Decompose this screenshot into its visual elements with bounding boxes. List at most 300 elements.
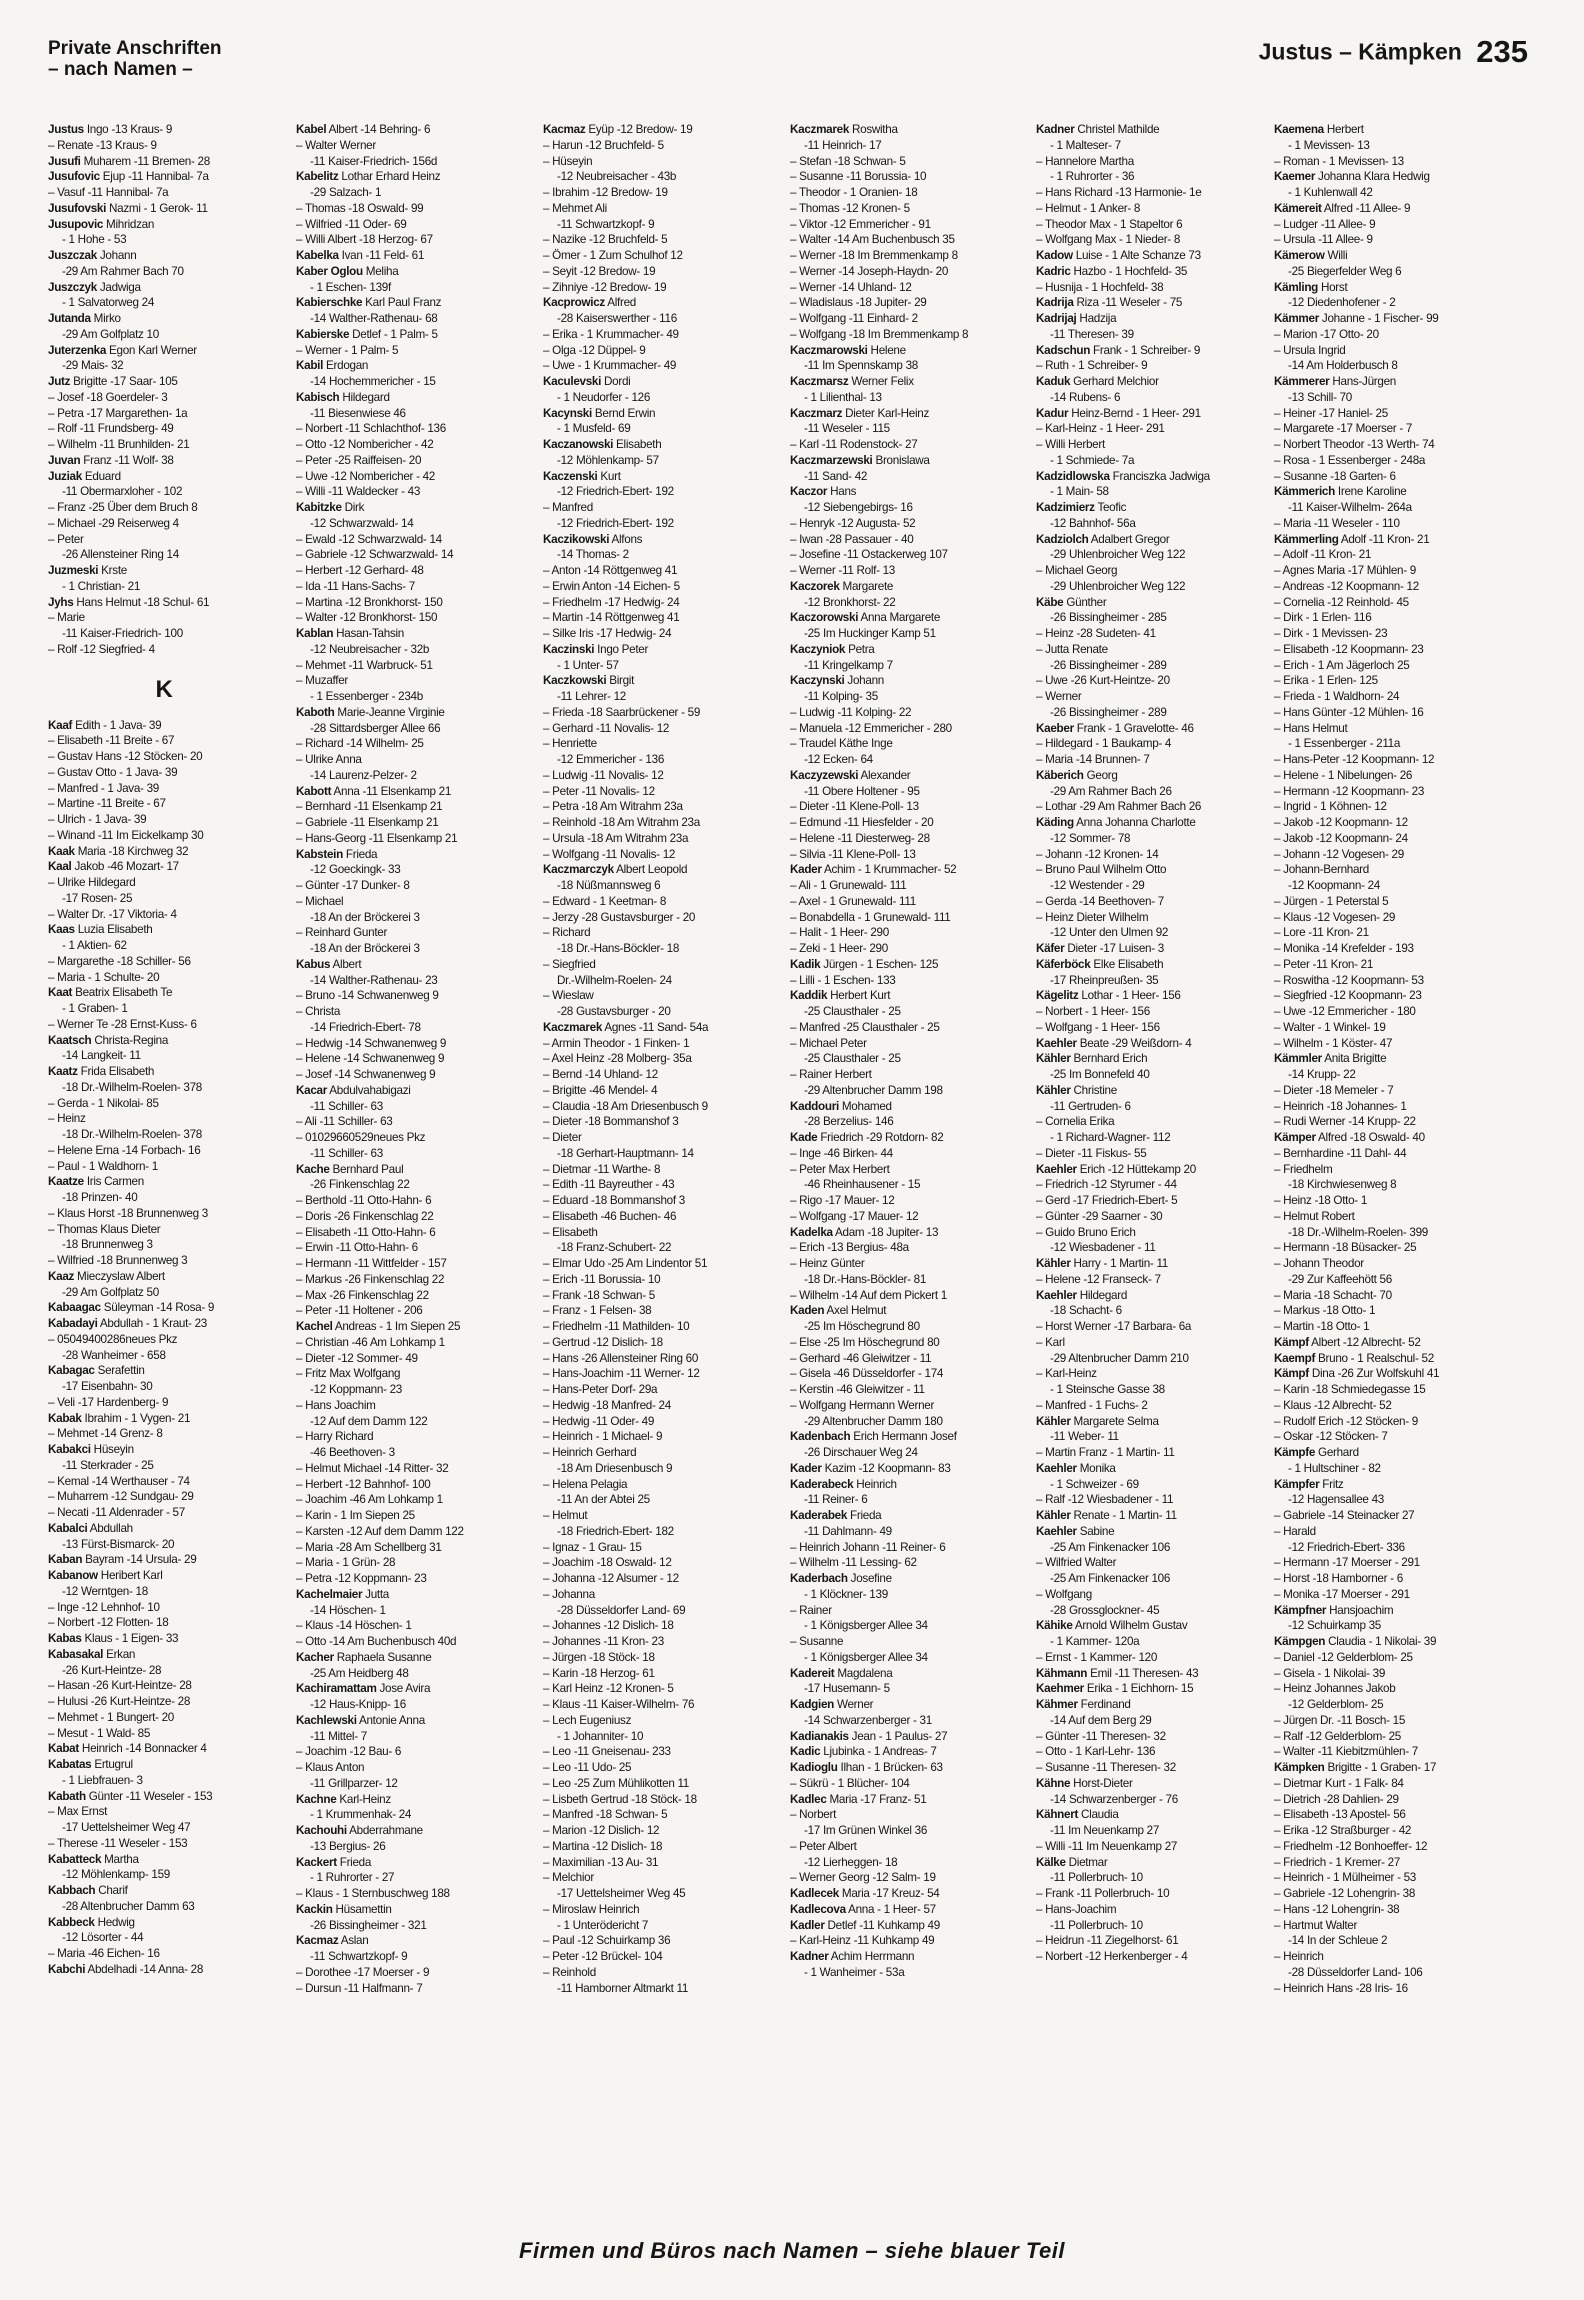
address-line: -29 Uhlenbroicher Weg 122 (1050, 548, 1186, 562)
directory-entry (790, 1792, 1022, 1808)
entry-details: Irene Karoline (1334, 485, 1407, 499)
surname: Jyhs (48, 595, 74, 609)
surname: Kadrijaj (1036, 312, 1077, 325)
directory-subentry: – Bruno -14 Schwanenweg 9 (296, 988, 528, 1004)
surname: Kabstein (296, 847, 343, 861)
entry-details: Nazmi - 1 Gerok- 11 (106, 201, 208, 215)
address-line: -11 Kaiser-Friedrich- 156d (310, 154, 438, 168)
directory-entry (48, 563, 280, 579)
surname: Käding (1036, 816, 1074, 829)
directory-subentry: – Uwe - 1 Krummacher- 49 (543, 358, 775, 374)
surname: Kadioglu (790, 1761, 838, 1774)
address-line: - 1 Schweizer - 69 (1050, 1477, 1139, 1491)
directory-entry (790, 1744, 1022, 1760)
address-line: -12 Auf dem Damm 122 (310, 1414, 428, 1428)
address-line: -26 Bissingheimer - 289 (1050, 705, 1167, 719)
address-line: -12 Sommer- 78 (1050, 831, 1131, 845)
directory-subentry: – Ruth - 1 Schreiber- 9 (1036, 358, 1268, 374)
surname: Kacynski (543, 406, 592, 420)
entry-details: Kazim -12 Koopmann- 83 (821, 1461, 951, 1475)
surname: Kaatz (48, 1065, 78, 1078)
address-line: -17 Im Grünen Winkel 36 (804, 1824, 928, 1837)
entry-details: Frida Elisabeth (77, 1065, 155, 1078)
directory-subentry: – Maria -11 Weseler - 110 (1274, 516, 1506, 532)
directory-subentry: – Melchior (543, 1870, 775, 1886)
surname: Käberich (1036, 768, 1084, 782)
directory-subentry: – Mehmet - 1 Bungert- 20 (48, 1710, 280, 1726)
address-line: - 1 Klöckner- 139 (804, 1587, 888, 1601)
directory-entry (1036, 1036, 1268, 1052)
directory-subentry: – Edward - 1 Keetman- 8 (543, 894, 775, 910)
entry-details: Hüseyin (90, 1443, 134, 1456)
directory-entry (48, 169, 280, 185)
directory-subentry: – Richard (543, 925, 775, 941)
directory-subentry: – Christian -46 Am Lohkamp 1 (296, 1335, 528, 1351)
entry-details: Christa-Regina (91, 1033, 169, 1047)
surname: Kacar (296, 1083, 327, 1097)
surname: Kämmerling (1274, 532, 1339, 546)
directory-entry (48, 1411, 280, 1427)
surname: Kaczinski (543, 642, 595, 656)
address-line: -11 Schiller- 63 (310, 1099, 383, 1113)
address-line: - 1 Malteser- 7 (1050, 138, 1121, 152)
surname: Kähler (1036, 1083, 1071, 1097)
directory-subentry: – Ludger -11 Allee- 9 (1274, 217, 1506, 233)
directory-subentry: – Berthold -11 Otto-Hahn- 6 (296, 1193, 528, 1209)
directory-entry (1274, 1445, 1506, 1461)
entry-details: Achim Herrmann (828, 1950, 915, 1963)
entry-details: Adam -18 Jupiter- 13 (832, 1225, 939, 1239)
address-line: -14 Hochemmericher - 15 (310, 375, 436, 388)
directory-entry (1036, 1256, 1268, 1272)
directory-subentry: – Nazike -12 Bruchfeld- 5 (543, 232, 775, 248)
entry-details: Ingo -13 Kraus- 9 (83, 123, 173, 136)
surname: Jusufovski (48, 201, 107, 215)
directory-subentry: – Theodor - 1 Oranien- 18 (790, 185, 1022, 201)
directory-subentry: – 01029660529neues Pkz (296, 1130, 528, 1146)
directory-subentry: – Rainer Herbert (790, 1067, 1022, 1083)
entry-details: Alexander (858, 768, 911, 782)
directory-entry (1036, 264, 1268, 280)
directory-subentry: – Heinrich - 1 Mülheimer - 53 (1274, 1870, 1506, 1886)
directory-entry (790, 1429, 1022, 1445)
entry-details: Johann (844, 674, 884, 688)
entry-details: Mihridzan (103, 217, 155, 231)
directory-subentry: – Wilfried -18 Brunnenweg 3 (48, 1253, 280, 1269)
surname: Käfer (1036, 942, 1065, 955)
directory-subentry: – Wilhelm - 1 Köster- 47 (1274, 1036, 1506, 1052)
surname: Kaczorek (790, 579, 840, 593)
address-line: - 1 Unterödericht 7 (557, 1918, 649, 1932)
address-line: -28 Gustavsburger - 20 (557, 1005, 671, 1018)
directory-subentry: – Elisabeth -11 Breite - 67 (48, 733, 280, 749)
directory-subentry: – Hans-Peter Dorf- 29a (543, 1382, 775, 1398)
directory-entry (296, 847, 528, 863)
entry-details: Teofic (1094, 501, 1127, 514)
address-line: -12 Siebengebirgs- 16 (804, 501, 913, 514)
address-line: - 1 Hohe - 53 (62, 233, 127, 247)
surname: Kaczanowski (543, 438, 614, 451)
directory-entry (790, 484, 1022, 500)
address-line: -18 Nüßmannsweg 6 (557, 879, 661, 892)
directory-entry (1036, 122, 1268, 138)
address-line: - 1 Liebfrauen- 3 (62, 1773, 143, 1787)
directory-entry (543, 437, 775, 453)
directory-subentry: – Else -25 Im Höschegrund 80 (790, 1335, 1022, 1351)
directory-subentry: – Lisbeth Gertrud -18 Stöck- 18 (543, 1792, 775, 1808)
directory-subentry: – Klaus -14 Höschen- 1 (296, 1618, 528, 1634)
directory-subentry: – Hans Günter -12 Mühlen- 16 (1274, 705, 1506, 721)
directory-entry (296, 1650, 528, 1666)
surname: Kabbach (48, 1884, 96, 1897)
directory-subentry: – Hulusi -26 Kurt-Heintze- 28 (48, 1694, 280, 1710)
entry-details: Abdullah - 1 Kraut- 23 (97, 1317, 207, 1330)
directory-subentry: – Kerstin -46 Gleiwitzer - 11 (790, 1382, 1022, 1398)
address-line: -17 Rheinpreußen- 35 (1050, 973, 1159, 987)
entry-details: Alfred -11 Allee- 9 (1321, 201, 1411, 215)
entry-details: Frank - 1 Gravelotte- 46 (1073, 721, 1194, 735)
directory-subentry: – Zeki - 1 Heer- 290 (790, 941, 1022, 957)
entry-details: Mieczyslaw Albert (74, 1269, 165, 1283)
directory-subentry: – Paul - 1 Waldhorn- 1 (48, 1159, 280, 1175)
directory-subentry: – Martin -14 Röttgenweg 41 (543, 610, 775, 626)
address-line: -14 Laurenz-Pelzer- 2 (310, 768, 417, 782)
address-line: -11 Mittel- 7 (310, 1729, 367, 1743)
entry-details: Werner (834, 1698, 874, 1711)
directory-subentry: – Fritz Max Wolfgang (296, 1366, 528, 1382)
address-line: -29 Uhlenbroicher Weg 122 (1050, 579, 1186, 593)
address-line: -25 Am Finkenacker 106 (1050, 1540, 1171, 1554)
directory-subentry: – Werner -14 Joseph-Haydn- 20 (790, 264, 1022, 280)
directory-entry (48, 217, 280, 233)
entry-details: Anna -11 Elsenkamp 21 (331, 784, 452, 798)
entry-details: Marie-Jeanne Virginie (334, 705, 445, 719)
address-line: -25 Im Huckinger Kamp 51 (804, 627, 936, 640)
directory-entry (790, 1130, 1022, 1146)
entry-details: Frank - 1 Schreiber- 9 (1090, 343, 1201, 357)
directory-subentry: – Maria -46 Eichen- 16 (48, 1946, 280, 1962)
entry-details: Achim - 1 Krummacher- 52 (821, 863, 957, 877)
directory-subentry: – Werner -18 Im Bremmenkamp 8 (790, 248, 1022, 264)
entry-details: Horst-Dieter (1070, 1776, 1133, 1790)
directory-entry (1036, 768, 1268, 784)
surname: Kaak (48, 844, 75, 858)
directory-subentry: – Monika -17 Moerser - 291 (1274, 1587, 1506, 1603)
directory-subentry: – Muharrem -12 Sundgau- 29 (48, 1489, 280, 1505)
surname: Kaaz (48, 1269, 75, 1283)
entry-details: Jürgen - 1 Eschen- 125 (820, 957, 939, 971)
entry-details: Roswitha (849, 123, 898, 136)
directory-subentry: – Ibrahim -12 Bredow- 19 (543, 185, 775, 201)
directory-subentry: – Viktor -12 Emmericher - 91 (790, 217, 1022, 233)
entry-details: Jutta (362, 1587, 390, 1601)
address-line: -25 Am Heidberg 48 (310, 1666, 409, 1680)
surname: Kaemena (1274, 123, 1324, 136)
directory-subentry: – Hermann -11 Wittfelder - 157 (296, 1256, 528, 1272)
directory-subentry: – Hans Richard -13 Harmonie- 1e (1036, 185, 1268, 201)
address-line: - 1 Mevissen- 13 (1288, 138, 1370, 152)
directory-subentry: – Elisabeth -46 Buchen- 46 (543, 1209, 775, 1225)
directory-entry (48, 1442, 280, 1458)
address-line: -14 Schwarzenberger - 76 (1050, 1792, 1178, 1806)
address-line: -11 Schwartzkopf- 9 (557, 217, 655, 231)
address-line: - 1 Musfeld- 69 (557, 422, 631, 436)
directory-subentry: – Peter -12 Brückel- 104 (543, 1949, 775, 1965)
address-line: -12 Möhlenkamp- 159 (62, 1868, 170, 1882)
entry-details: Günther (1063, 595, 1107, 609)
address-line: -14 Schwarzenberger - 31 (804, 1713, 932, 1727)
address-line: -11 Obere Holtener - 95 (804, 784, 920, 798)
directory-entry (296, 295, 528, 311)
directory-entry (790, 1571, 1022, 1587)
entry-details: Margarete Selma (1070, 1414, 1159, 1428)
directory-entry (790, 406, 1022, 422)
directory-subentry: – Herbert -12 Bahnhof- 100 (296, 1477, 528, 1493)
directory-subentry: – Axel Heinz -28 Molberg- 35a (543, 1051, 775, 1067)
directory-subentry: – Wieslaw (543, 988, 775, 1004)
directory-subentry: – Werner Georg -12 Salm- 19 (790, 1870, 1022, 1886)
entry-details: Alfred -18 Oswald- 40 (1315, 1131, 1425, 1144)
surname: Kacmaz (296, 1934, 339, 1948)
directory-entry (48, 311, 280, 327)
directory-subentry: – Susanne -11 Theresen- 32 (1036, 1760, 1268, 1776)
directory-subentry: – Otto - 1 Karl-Lehr- 136 (1036, 1744, 1268, 1760)
surname: Kadelka (790, 1225, 833, 1239)
entry-details: Willi (1324, 249, 1348, 262)
directory-subentry: – Heinrich -18 Johannes- 1 (1274, 1099, 1506, 1115)
directory-subentry: – Gerhard -11 Novalis- 12 (543, 721, 775, 737)
directory-subentry: – Muzaffer (296, 673, 528, 689)
surname: Kämper (1274, 1131, 1316, 1144)
address-line: -14 In der Schleue 2 (1288, 1934, 1388, 1948)
directory-subentry: – Peter -11 Kron- 21 (1274, 957, 1506, 973)
surname: Kadler (790, 1918, 825, 1932)
directory-subentry: – Thomas -18 Oswald- 99 (296, 201, 528, 217)
address-line: -26 Dirschauer Weg 24 (804, 1446, 918, 1459)
address-line: -26 Bissingheimer - 321 (310, 1918, 427, 1932)
directory-subentry: – Henryk -12 Augusta- 52 (790, 516, 1022, 532)
directory-subentry: – Wilhelm -11 Brunhilden- 21 (48, 437, 280, 453)
directory-subentry: – Gisela -46 Düsseldorfer - 174 (790, 1366, 1022, 1382)
directory-subentry: – Marion -17 Otto- 20 (1274, 327, 1506, 343)
address-line: -14 Am Holderbusch 8 (1288, 359, 1398, 373)
directory-subentry: – Günter -29 Saarner - 30 (1036, 1209, 1268, 1225)
directory-subentry: – Heinrich Gerhard (543, 1445, 775, 1461)
address-line: -29 Altenbrucher Damm 180 (804, 1414, 943, 1428)
directory-entry (1036, 406, 1268, 422)
surname: Kacher (296, 1650, 334, 1664)
address-line: - 1 Unter- 57 (557, 658, 619, 672)
directory-subentry: – Manfred - 1 Java- 39 (48, 781, 280, 797)
entry-details: Ferdinand (1077, 1698, 1131, 1711)
entry-details: Bernhard Paul (329, 1162, 404, 1176)
directory-subentry: – Theodor Max - 1 Stapeltor 6 (1036, 217, 1268, 233)
directory-subentry: – Jürgen -18 Stöck- 18 (543, 1650, 775, 1666)
directory-entry (48, 1741, 280, 1757)
directory-subentry: – Ursula -11 Allee- 9 (1274, 232, 1506, 248)
entry-details: Albert Leopold (613, 863, 688, 877)
entry-details: Hasan-Tahsin (333, 627, 404, 640)
directory-subentry: – Hermann -12 Koopmann- 23 (1274, 784, 1506, 800)
directory-subentry: – Ursula -18 Am Witrahm 23a (543, 831, 775, 847)
directory-subentry: – Wolfgang -11 Novalis- 12 (543, 847, 775, 863)
surname: Kadlecova (790, 1902, 846, 1916)
address-line: - 1 Johanniter- 10 (557, 1729, 644, 1743)
address-line: - 1 Essenberger - 234b (310, 690, 423, 703)
directory-entry (790, 862, 1022, 878)
directory-subentry: – Frieda -18 Saarbrückener - 59 (543, 705, 775, 721)
surname: Kabitzke (296, 501, 342, 514)
surname: Kabagac (48, 1364, 95, 1378)
surname: Kaczynski (790, 674, 845, 688)
entry-details: Jadwiga (96, 280, 141, 294)
directory-entry (790, 343, 1022, 359)
directory-subentry: – Jerzy -28 Gustavsburger - 20 (543, 910, 775, 926)
directory-subentry: – Norbert - 1 Heer- 156 (1036, 1004, 1268, 1020)
directory-entry (790, 988, 1022, 1004)
directory-subentry: – 05049400286neues Pkz (48, 1332, 280, 1348)
address-line: -12 Haus-Knipp- 16 (310, 1698, 406, 1711)
surname: Kämmer (1274, 312, 1319, 325)
directory-entry (296, 784, 528, 800)
directory-subentry: – Uwe -12 Nombericher - 42 (296, 469, 528, 485)
directory-entry (1274, 1760, 1506, 1776)
directory-subentry: – Leo -11 Gneisenau- 233 (543, 1744, 775, 1760)
directory-subentry: – Heinz (48, 1111, 280, 1127)
directory-subentry: – Willi -11 Waldecker - 43 (296, 484, 528, 500)
entry-details: Ingo Peter (594, 642, 649, 656)
directory-subentry: – Ulrike Hildegard (48, 875, 280, 891)
directory-subentry: – Erika - 1 Erlen- 125 (1274, 673, 1506, 689)
surname: Kähler (1036, 1257, 1071, 1270)
address-line: -28 Berzelius- 146 (804, 1115, 894, 1129)
directory-subentry: – Friedhelm -17 Hedwig- 24 (543, 595, 775, 611)
directory-entry (1036, 1162, 1268, 1178)
directory-subentry: – Johann -12 Vogesen- 29 (1274, 847, 1506, 863)
directory-subentry: – Axel - 1 Grunewald- 111 (790, 894, 1022, 910)
directory-subentry: – Michael Peter (790, 1036, 1022, 1052)
surname: Kaat (48, 986, 73, 1000)
address-line: -26 Kurt-Heintze- 28 (62, 1663, 162, 1677)
address-line: -12 Neubreisacher - 32b (310, 642, 430, 656)
entry-details: Detlef -11 Kuhkamp 49 (824, 1918, 940, 1932)
directory-subentry: – Rosa - 1 Essenberger - 248a (1274, 453, 1506, 469)
directory-subentry: – Johannes -12 Dislich- 18 (543, 1618, 775, 1634)
address-line: - 1 Hultschiner - 82 (1288, 1461, 1381, 1475)
entry-details: Beatrix Elisabeth Te (72, 986, 173, 1000)
address-line: -29 Mais- 32 (62, 359, 124, 373)
directory-subentry: – Helmut Robert (1274, 1209, 1506, 1225)
directory-entry (543, 374, 775, 390)
address-line: -12 Unter den Ulmen 92 (1050, 926, 1169, 940)
address-line: -12 Diedenhofener - 2 (1288, 296, 1396, 310)
directory-subentry: – Ewald -12 Schwarzwald- 14 (296, 532, 528, 548)
entry-details: Serafettin (94, 1364, 145, 1378)
directory-entry (790, 453, 1022, 469)
address-line: -12 Schwarzwald- 14 (310, 516, 414, 530)
directory-subentry: – Maria -14 Brunnen- 7 (1036, 752, 1268, 768)
directory-subentry: – Friedhelm -11 Mathilden- 10 (543, 1319, 775, 1335)
directory-subentry: – Gustav Hans -12 Stöcken- 20 (48, 749, 280, 765)
directory-entry (1036, 1461, 1268, 1477)
directory-subentry: – Karl-Heinz -11 Kuhkamp 49 (790, 1933, 1022, 1949)
directory-subentry: – Jürgen - 1 Peterstal 5 (1274, 894, 1506, 910)
surname: Kaal (48, 860, 72, 874)
address-line: - 1 Wanheimer - 53a (804, 1965, 905, 1979)
surname: Kachouhi (296, 1824, 347, 1837)
directory-subentry: – Willi Albert -18 Herzog- 67 (296, 232, 528, 248)
entry-details: Frieda (847, 1509, 882, 1522)
directory-subentry: – Maria - 1 Schulte- 20 (48, 970, 280, 986)
directory-subentry: – Markus -26 Finkenschlag 22 (296, 1272, 528, 1288)
directory-subentry: – Mehmet -11 Warbruck- 51 (296, 658, 528, 674)
address-line: -11 Kringelkamp 7 (804, 658, 893, 672)
directory-entry (790, 579, 1022, 595)
directory-subentry: – Norbert -11 Schlachthof- 136 (296, 421, 528, 437)
directory-entry (1036, 1697, 1268, 1713)
directory-entry (543, 122, 775, 138)
directory-subentry: – Hans Helmut (1274, 721, 1506, 737)
directory-subentry: – Ignaz - 1 Grau- 15 (543, 1540, 775, 1556)
address-line: - 1 Salvatorweg 24 (62, 296, 155, 310)
address-line: -18 Franz-Schubert- 22 (557, 1241, 672, 1255)
directory-subentry: – Jürgen Dr. -11 Bosch- 15 (1274, 1713, 1506, 1729)
entry-details: Adolf -11 Kron- 21 (1338, 532, 1430, 546)
surname: Kaderabeck (790, 1477, 854, 1491)
directory-subentry: – Cornelia Erika (1036, 1114, 1268, 1130)
entry-details: Axel Helmut (824, 1304, 887, 1318)
address-line: -12 Möhlenkamp- 57 (557, 453, 659, 467)
entry-details: Abdelhadi -14 Anna- 28 (85, 1962, 204, 1976)
directory-subentry: – Susanne -11 Borussia- 10 (790, 169, 1022, 185)
surname: Kaatsch (48, 1033, 92, 1047)
directory-entry (1036, 1524, 1268, 1540)
surname: Kaehler (1036, 1162, 1077, 1176)
address-line: -18 Dr.-Wilhelm-Roelen- 378 (62, 1080, 202, 1094)
directory-subentry: – Manfred -25 Clausthaler - 25 (790, 1020, 1022, 1036)
directory-subentry: – Gertrud -12 Dislich- 18 (543, 1335, 775, 1351)
directory-entry (48, 1269, 280, 1285)
directory-subentry: – Johann-Bernhard (1274, 862, 1506, 878)
entry-details: Bronislawa (872, 453, 930, 467)
directory-entry (48, 248, 280, 264)
directory-entry (1036, 957, 1268, 973)
directory-subentry: – Brigitte -46 Mendel- 4 (543, 1083, 775, 1099)
surname: Käferböck (1036, 957, 1091, 971)
directory-subentry: – Helmut Michael -14 Ritter- 32 (296, 1461, 528, 1477)
directory-entry (296, 264, 528, 280)
surname: Kabadayi (48, 1317, 98, 1330)
directory-subentry: – Karsten -12 Auf dem Damm 122 (296, 1524, 528, 1540)
surname: Kähike (1036, 1619, 1073, 1633)
directory-entry (48, 718, 280, 734)
directory-entry (1036, 295, 1268, 311)
entry-details: Antonie Anna (356, 1713, 425, 1727)
surname: Kämpken (1274, 1761, 1325, 1774)
surname: Kache (296, 1162, 330, 1176)
directory-subentry: – Hildegard - 1 Baukamp- 4 (1036, 736, 1268, 752)
directory-subentry: – Winand -11 Im Eickelkamp 30 (48, 828, 280, 844)
entry-details: Herbert (1323, 123, 1364, 136)
directory-subentry: – Hasan -26 Kurt-Heintze- 28 (48, 1678, 280, 1694)
address-line: - 1 Kammer- 120a (1050, 1635, 1140, 1648)
surname: Jutz (48, 375, 71, 388)
entry-details: Lothar - 1 Heer- 156 (1078, 989, 1181, 1003)
directory-subentry: – Klaus - 1 Sternbuschweg 188 (296, 1886, 528, 1902)
directory-subentry: – Iwan -28 Passauer - 40 (790, 532, 1022, 548)
directory-subentry: – Herbert -12 Gerhard- 48 (296, 563, 528, 579)
directory-subentry: – Gerd -17 Friedrich-Ebert- 5 (1036, 1193, 1268, 1209)
